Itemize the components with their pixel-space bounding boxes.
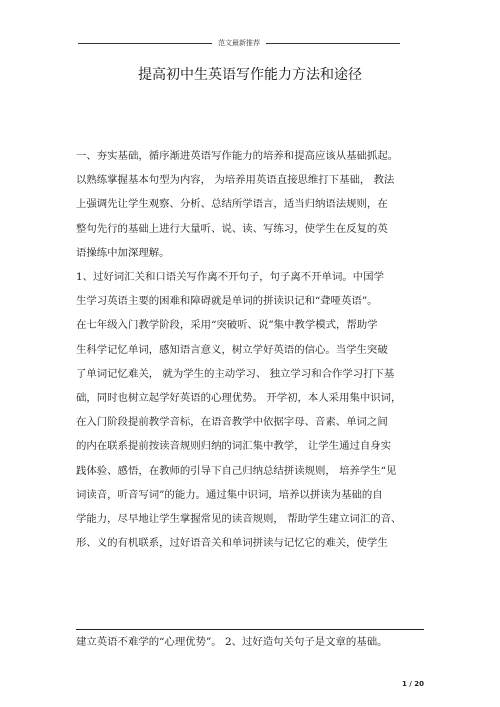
footer-text-line: 建立英语不难学的“心理优势”。 2、过好造句关句子是文章的基础。 xyxy=(76,636,388,648)
document-title: 提高初中生英语写作能力方法和途径 xyxy=(138,67,362,83)
document-body xyxy=(76,144,436,555)
page-header xyxy=(78,36,400,50)
body-line: 的内在联系提前按读音规则归纳的词汇集中教学， 让学生通过自身实 xyxy=(76,440,392,453)
body-line: 1、过好词汇关和口语关写作离不开句子，句子离不开单词。中国学 xyxy=(76,271,384,284)
body-line: 生学习英语主要的困难和障碍就是单词的拼读识记和“聋哑英语”。 xyxy=(76,295,378,308)
body-line: 在七年级入门教学阶段，采用“突破听、说”集中教学模式，帮助学 xyxy=(76,319,378,332)
body-line: 形、义的有机联系，过好语音关和单词拼读与记忆它的难关，使学生 xyxy=(76,537,388,550)
body-line: 生科学记忆单词，感知语言意义，树立学好英语的信心。当学生突破 xyxy=(76,343,388,356)
body-line: 整句先行的基础上进行大量听、说、读、写练习，使学生在反复的英 xyxy=(76,222,388,235)
body-line: 了单词记忆难关， 就为学生的主动学习、 独立学习和合作学习打下基 xyxy=(76,367,395,380)
header-rule-left xyxy=(78,43,212,44)
body-line: 础，同时也树立起学好英语的心理优势。 开学初，本人采用集中识词， xyxy=(76,392,402,405)
page-number: 1 / 20 xyxy=(401,680,424,688)
body-line: 词读音，听音写词”的能力。通过集中识词，培养以拼读为基础的自 xyxy=(76,488,383,501)
body-line: 践体验、感悟，在教师的引导下自己归纳总结拼读规则， 培养学生“见 xyxy=(76,464,397,477)
footer-divider xyxy=(76,629,424,630)
body-line: 在入门阶段提前教学音标，在语音教学中依据字母、音素、单词之间 xyxy=(76,416,388,429)
body-line: 学能力，尽早地让学生掌握常见的读音规则， 帮助学生建立词汇的音、 xyxy=(76,513,402,526)
body-line: 语操练中加深理解。 xyxy=(76,246,170,259)
header-label: 范文最新推荐 xyxy=(218,39,260,47)
body-line: 以熟练掌握基本句型为内容， 为培养用英语直接思维打下基础， 教法 xyxy=(76,174,395,187)
body-line: 一、夯实基础，循序渐进英语写作能力的培养和提高应该从基础抓起。 xyxy=(76,150,399,162)
body-line: 上强调先让学生观察、分析、总结所学语言，适当归纳语法规则，在 xyxy=(76,198,388,211)
header-rule-right xyxy=(266,43,400,44)
